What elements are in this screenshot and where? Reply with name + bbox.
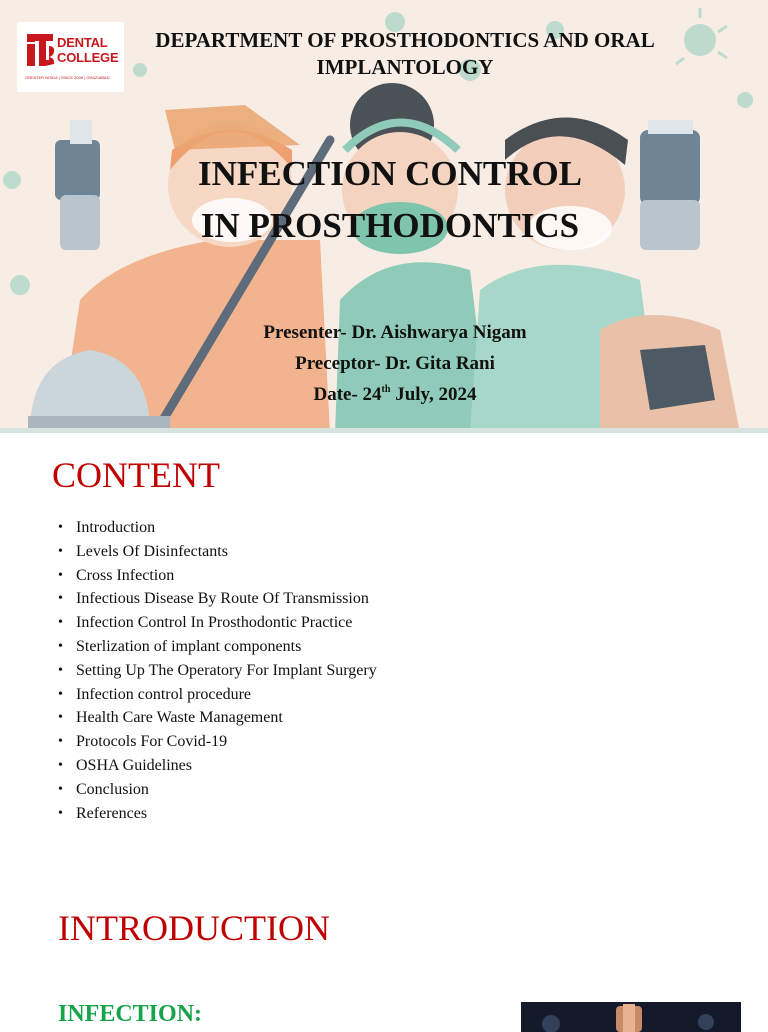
microscope-image [521, 1002, 741, 1032]
list-item: • Infection control procedure [58, 683, 377, 707]
list-item: • OSHA Guidelines [58, 754, 377, 778]
date-suffix: July, 2024 [390, 384, 477, 405]
logo-name-line2: COLLEGE [57, 50, 119, 65]
presenter-name: Presenter- Dr. Aishwarya Nigam [263, 322, 527, 343]
content-slide [0, 433, 768, 853]
list-item: • Levels Of Disinfectants [58, 540, 377, 564]
title-line-2: IN PROSTHODONTICS [200, 206, 580, 245]
list-item: • Health Care Waste Management [58, 706, 377, 730]
content-heading: CONTENT [52, 455, 220, 495]
preceptor-name: Preceptor- Dr. Gita Rani [295, 353, 495, 374]
introduction-slide [0, 880, 768, 1027]
presentation-details [195, 317, 595, 410]
list-item: • Setting Up The Operatory For Implant Surgery [58, 659, 377, 683]
list-item: • Introduction [58, 516, 377, 540]
list-item: • Protocols For Covid-19 [58, 730, 377, 754]
logo-name-line1: DENTAL [57, 35, 108, 50]
college-logo [17, 22, 124, 92]
presentation-title [140, 148, 640, 252]
list-item: • Infection Control In Prosthodontic Practice [58, 611, 377, 635]
list-item: • References [58, 802, 377, 826]
introduction-heading: INTRODUCTION [58, 908, 330, 948]
department-name: DEPARTMENT OF PROSTHODONTICS AND ORAL IMPLANTOLOGY [155, 28, 655, 79]
list-item: • Infectious Disease By Route Of Transmission [58, 587, 377, 611]
title-slide [0, 0, 768, 433]
list-item: • Conclusion [58, 778, 377, 802]
list-item: • Cross Infection [58, 564, 377, 588]
logo-brand-mark [27, 32, 53, 68]
date-ordinal: th [381, 383, 391, 395]
logo-name [57, 35, 118, 65]
logo-tagline: GREATER NOIDA | SINCE 2006 | GHAZIABAD [25, 75, 110, 80]
title-line-1: INFECTION CONTROL [197, 154, 583, 193]
presentation-date [195, 379, 595, 410]
date-prefix: Date- 24 [313, 384, 382, 405]
infection-subheading: INFECTION: [58, 1001, 203, 1027]
content-list [58, 516, 377, 825]
list-item: • Sterlization of implant components [58, 635, 377, 659]
